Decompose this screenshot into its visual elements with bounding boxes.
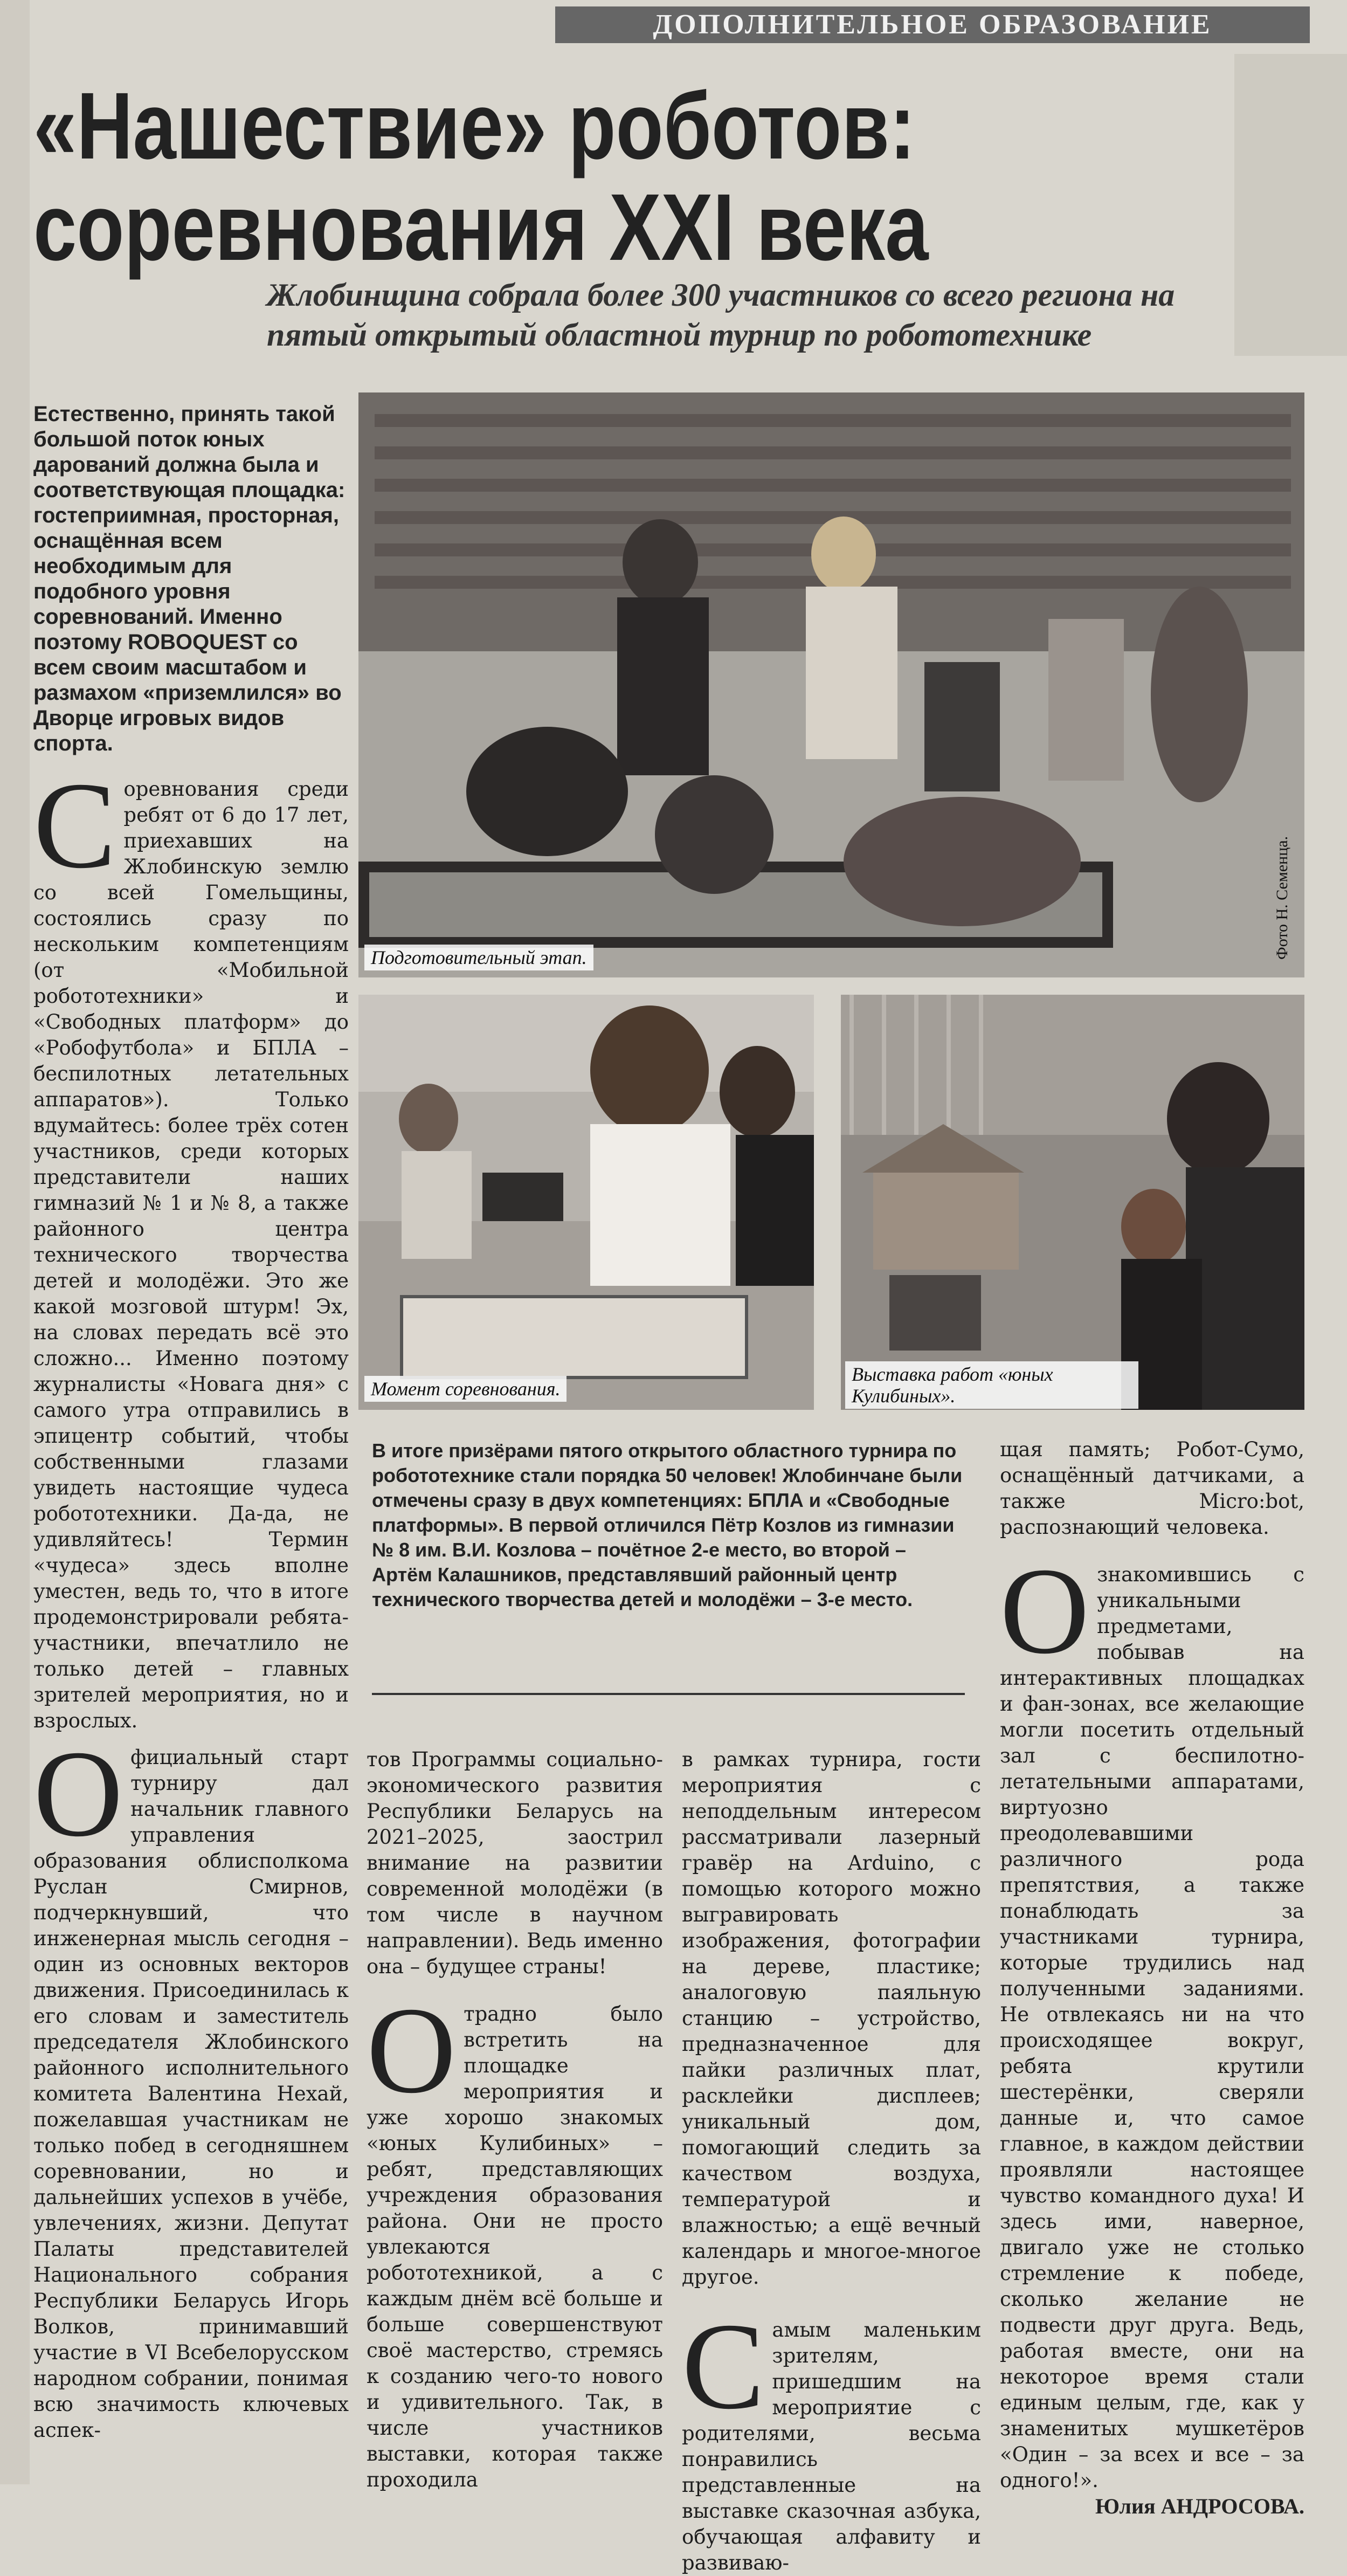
author-signature: Юлия АНДРОСОВА. [1095, 2494, 1304, 2518]
drop-cap: О [1000, 1542, 1090, 1679]
paragraph-text: знакомившись с уникальными предметами, побывав на интерактивных площадках и фан-зонах, все желающие могли посетить отдельный зал с беспилотно-летательными аппаратами, виртуозно преодолевавшими различного рода препятствия, а также понаблюдать за участниками турнира, которые трудились над полученными заданиями. Не отвлекаясь ни на что происходящее вокруг, ребята крутили шестерёнки, сверяли данные и, что самое главное, в каждом действии проявляли настоящее чувство командного духа! И здесь ими, наверное, двигало уже не столько стремление к победе, сколько желание не подвести друг друга. Ведь, работая вместе, они на некоторое время стали единым целым, где, как у знаменитых мушкетёров «Один – за всех и все – за одного!». [1000, 1563, 1304, 2492]
section-rubric: ДОПОЛНИТЕЛЬНОЕ ОБРАЗОВАНИЕ [555, 6, 1310, 43]
second-photo-caption: Момент соревнования. [364, 1376, 567, 1402]
lead-paragraph: Естественно, принять такой большой поток юных дарований должна была и соответствующая площадка: гостеприимная, просторная, оснащённая всем необходимым для подобного уровня соревнований. Именно поэтому ROBOQUEST со всем своим масштабом и размахом «приземлился» во Дворце игровых видов спорта. [33, 402, 346, 755]
photo-credit: Фото Н. Семенца. [1273, 836, 1291, 960]
results-highlight: В итоге призёрами пятого открытого областного турнира по робототехнике стали порядка 50 человек! Жлобинчане были отмечены сразу в двух компетенциях: БПЛА и «Свободные платформы». В первой отличился Пётр Козлов из гимназии № 8 им. В.И. Козлова – почётное 2-е место, во второй – Артём Калашников, представлявший районный центр технического творчества детей и молодёжи – 3-е место. [372, 1439, 963, 1610]
headline-line-1: «Нашествие» роботов: [33, 73, 916, 179]
second-photo [358, 995, 814, 1410]
paragraph [33, 1725, 349, 2443]
photo-exhibition [841, 995, 1304, 1410]
paragraph-text: фициальный старт турниру дал начальник главного управления образования облисполкома Руслан Смирнов, подчеркнувший, что инженерная мысль сегодня – один из основных векторов движения. Присоединилась к его словам и заместитель председателя Жлобинского районного исполнительного комитета Валентина Нехай, пожелавшая участникам не только побед в сегодняшнем соревновании, но и дальнейших успехов в учёбе, увлечениях, жизни. Депутат Палаты представителей Национального собрания Республики Беларусь Игорь Волков, принимавший участие в VI Всебелорусском народном собрании, понимая всю значимость ключевых аспек- [33, 1746, 349, 2442]
highlight-underline [372, 1693, 965, 1695]
paragraph-text: щая память; Робот-Сумо, оснащённый датчиками, а также Micro:bot, распознающий человека. [1000, 1438, 1304, 1539]
article-column-4 [1000, 1437, 1304, 2519]
article-column-3 [682, 1747, 981, 2576]
paragraph-text: в рамках турнира, гости мероприятия с неподдельным интересом рассматривали лазерный гравёр на Arduino, с помощью которого можно выгравировать изображения, фотографии на дереве, пластике; аналоговую паяльную станцию – устройство, предназначенное для пайки различных плат, расклейки дисплеев; уникальный дом, помогающий следить за качеством воздуха, температурой и влажностью; а ещё вечный календарь и многое-многое другое. [682, 1748, 981, 2289]
paragraph [682, 2297, 981, 2576]
article-column-1 [33, 756, 349, 2443]
drop-cap: О [33, 1725, 123, 1862]
paragraph [33, 756, 349, 1734]
article-subheadline: Жлобинщина собрала более 300 участников со всего региона на пятый открытый областной турнир по робототехнике [267, 277, 1175, 353]
drop-cap: О [367, 1981, 457, 2119]
third-photo [841, 995, 1304, 1410]
headline-line-2: соревнования XXI века [33, 175, 929, 280]
article-column-2 [367, 1747, 663, 2493]
photo-preparation-stage [358, 392, 1304, 977]
paragraph-text: тов Программы социально-экономического развития Республики Беларусь на 2021–2025, заострил внимание на развитии современной молодёжи (в том числе в научном направлении). Ведь именно она – будущее страны! [367, 1748, 663, 1978]
paragraph-text: оревнования среди ребят от 6 до 17 лет, приехавших на Жлобинскую землю со всей Гомельщины, состоялись сразу по нескольким компетенциям (от «Мобильной робототехники» и «Свободных платформ» до «Робофутбола» и БПЛА – беспилотных летательных аппаратов»). Только вдумайтесь: более трёх сотен участников, среди которых представители наших гимназий № 1 и № 8, а также районного центра технического творчества детей и молодёжи. Это же какой мозговой штурм! Эх, на словах передать всё это сложно... Именно поэтому журналисты «Новага дня» с самого утра отправились в эпицентр событий, чтобы собственными глазами увидеть настоящие чудеса робототехники. Да-да, не удивляйтесь! Термин «чудеса» здесь вполне уместен, ведь то, что в итоге продемонстрировали ребята-участники, впечатлило не только детей – главных зрителей мероприятия, но и взрослых. [33, 777, 349, 1732]
article-headline [33, 75, 1019, 278]
paragraph [367, 1981, 663, 2493]
adjacent-article-strip [1234, 54, 1347, 356]
paragraph-text: традно было встретить на площадке мероприятия и уже хорошо знакомых «юных Кулибиных» – ребят, представляющих учреждения образования района. Они не просто увлекаются робототехникой, а с каждым днём всё больше и больше совершенствуют своё мастерство, стремясь к созданию чего-то нового и удивительного. Так, в числе участников выставки, которая также проходила [367, 2002, 663, 2491]
third-photo-caption: Выставка работ «юных Кулибиных». [845, 1361, 1138, 1409]
main-photo-caption: Подготовительный этап. [364, 945, 593, 970]
drop-cap: С [33, 756, 116, 894]
photo-competition-moment [358, 995, 814, 1410]
paragraph [1000, 1542, 1304, 2494]
paragraph-text: амым маленьким зрителям, пришедшим на мероприятие с родителями, весьма понравились представленные на выставке сказочная азбука, обучающая алфавиту и развиваю- [682, 2318, 981, 2574]
drop-cap: С [682, 2297, 765, 2435]
main-photo [358, 392, 1304, 977]
previous-page-strip [0, 0, 30, 2484]
